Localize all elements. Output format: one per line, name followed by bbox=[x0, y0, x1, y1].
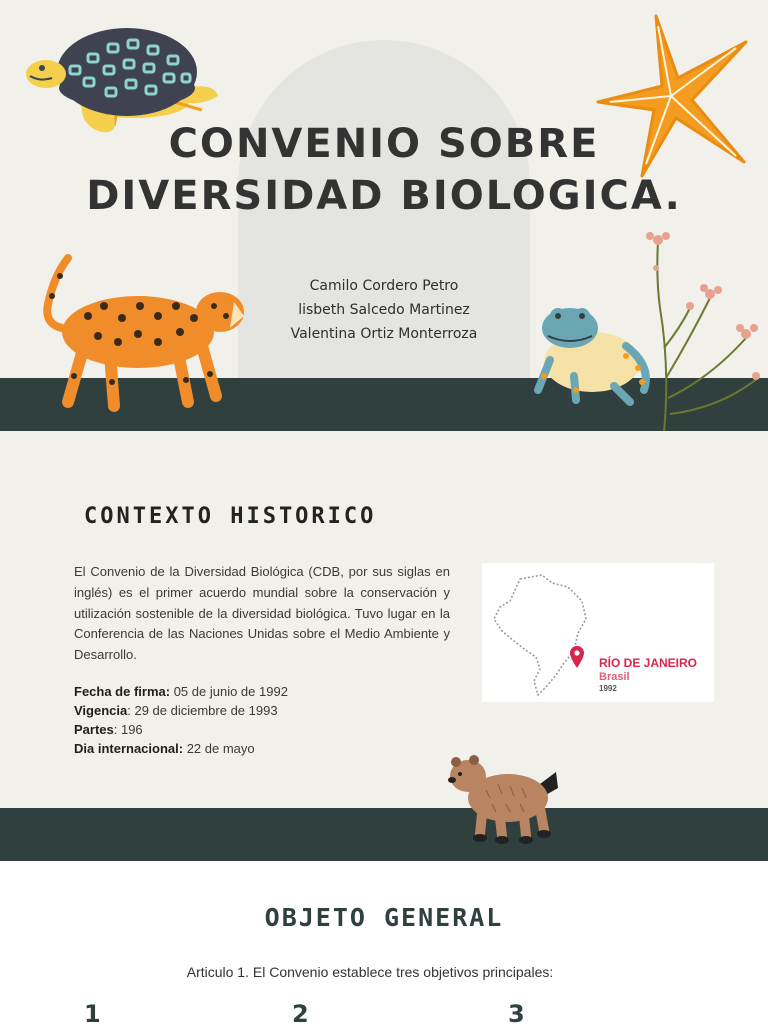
jaguar-icon bbox=[38, 256, 248, 418]
author-name: Camilo Cordero Petro bbox=[309, 278, 459, 294]
fact-value: 22 de mayo bbox=[183, 741, 255, 756]
fact-label: Fecha de firma: bbox=[74, 684, 171, 699]
fact-row bbox=[74, 682, 454, 701]
map-pin-icon bbox=[570, 646, 584, 668]
brazil-map-card bbox=[482, 563, 714, 702]
fact-row bbox=[74, 701, 454, 720]
objective-number: 1 bbox=[84, 1000, 101, 1024]
contexto-paragraph: El Convenio de la Diversidad Biológica (CDB, por sus siglas en inglés) es el primer acuerdo mundial sobre la conservación y utilización sostenible de la diversidad biológica. Tuvo lugar en la Conferencia de las Naciones Unidas sobre el Medio Ambiente y Desarrollo. bbox=[74, 564, 450, 663]
frog-icon bbox=[530, 306, 664, 410]
fact-label: Vigencia bbox=[74, 703, 128, 718]
map-city-label: RÍO DE JANEIRO bbox=[599, 656, 698, 670]
cover-title bbox=[60, 118, 708, 222]
author-list bbox=[234, 274, 534, 346]
brazil-outline bbox=[490, 571, 590, 699]
author-name: Valentina Ortiz Monterroza bbox=[290, 326, 478, 342]
fact-value: 05 de junio de 1992 bbox=[170, 684, 288, 699]
fact-label: Dia internacional: bbox=[74, 741, 184, 756]
objective-number: 3 bbox=[508, 1000, 525, 1024]
contexto-band bbox=[0, 808, 768, 861]
author-name: lisbeth Salcedo Martinez bbox=[298, 302, 470, 318]
objeto-intro: Articulo 1. El Convenio establece tres objetivos principales: bbox=[186, 964, 554, 980]
fact-value: : 29 de diciembre de 1993 bbox=[127, 703, 278, 718]
title-line-2: DIVERSIDAD BIOLOGICA. bbox=[86, 173, 682, 219]
objeto-section bbox=[0, 861, 768, 1024]
map-country-label: Brasil bbox=[599, 671, 630, 683]
fact-row bbox=[74, 720, 454, 739]
fact-label: Partes bbox=[74, 722, 114, 737]
facts-list bbox=[74, 682, 454, 758]
map-year-label: 1992 bbox=[599, 684, 617, 693]
title-line-1: CONVENIO SOBRE bbox=[168, 121, 600, 167]
objective-number: 2 bbox=[292, 1000, 309, 1024]
bear-icon bbox=[446, 754, 562, 850]
fact-value: : 196 bbox=[113, 722, 143, 737]
fact-row bbox=[74, 739, 454, 758]
objeto-heading: OBJETO GENERAL bbox=[264, 903, 504, 932]
contexto-heading: CONTEXTO HISTORICO bbox=[84, 504, 377, 529]
